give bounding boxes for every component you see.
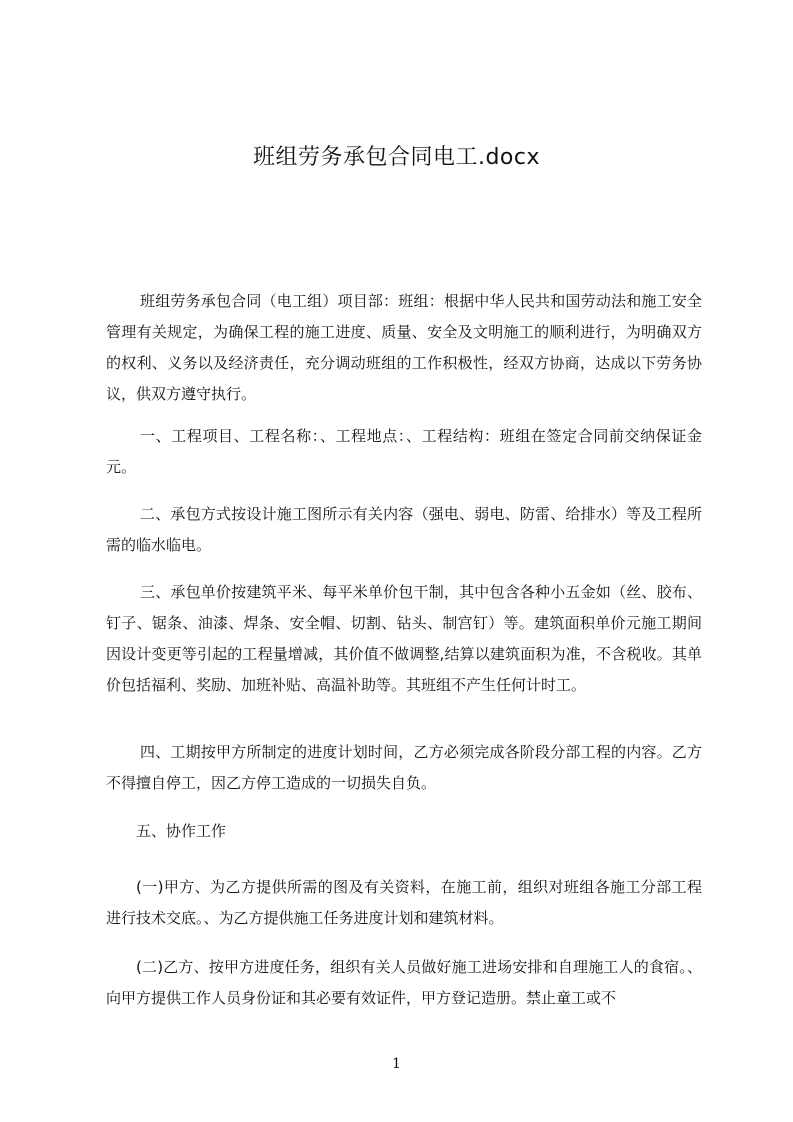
document-title: 班组劳务承包合同电工.docx xyxy=(252,145,541,170)
paragraph-section-4: 四、工期按甲方所制定的进度计划时间，乙方必须完成各阶段分部工程的内容。乙方不得擅自停工，因乙方停工造成的一切损失自负。 xyxy=(106,743,702,792)
paragraph-section-1: 一、工程项目、工程名称：、工程地点：、工程结构：班组在签定合同前交纳保证金元。 xyxy=(106,427,702,476)
paragraph-intro: 班组劳务承包合同（电工组）项目部：班组：根据中华人民共和国劳动法和施工安全管理有关规定，为确保工程的施工进度、质量、安全及文明施工的顺利进行，为明确双方的权利、义务以及经济责任，充分调动班组的工作积极性，经双方协商，达成以下劳务协议，供双方遵守执行。 xyxy=(106,292,702,403)
page-number: 1 xyxy=(392,1056,401,1072)
paragraph-section-3: 三、承包单价按建筑平米、每平米单价包干制，其中包含各种小五金如（丝、胶布、钉子、锯条、油漆、焊条、安全帽、切割、钻头、制宫钉）等。建筑面积单价元施工期间因设计变更等引起的工程量增减，其价值不做调整,结算以建筑面积为准，不含税收。其单价包括福利、奖励、加班补贴、高温补助等。其班组不产生任何计时工。 xyxy=(106,583,702,694)
paragraph-section-5-1: (一)甲方、为乙方提供所需的图及有关资料，在施工前，组织对班组各施工分部工程进行技术交底。、为乙方提供施工任务进度计划和建筑材料。 xyxy=(106,878,702,927)
paragraph-section-5-heading: 五、协作工作 xyxy=(136,822,227,840)
paragraph-section-2: 二、承包方式按设计施工图所示有关内容（强电、弱电、防雷、给排水）等及工程所需的临水临电。 xyxy=(106,505,702,554)
paragraph-section-5-2: (二)乙方、按甲方进度任务，组织有关人员做好施工进场安排和自理施工人的食宿。、向甲方提供工作人员身份证和其必要有效证件，甲方登记造册。禁止童工或不 xyxy=(106,958,702,1007)
